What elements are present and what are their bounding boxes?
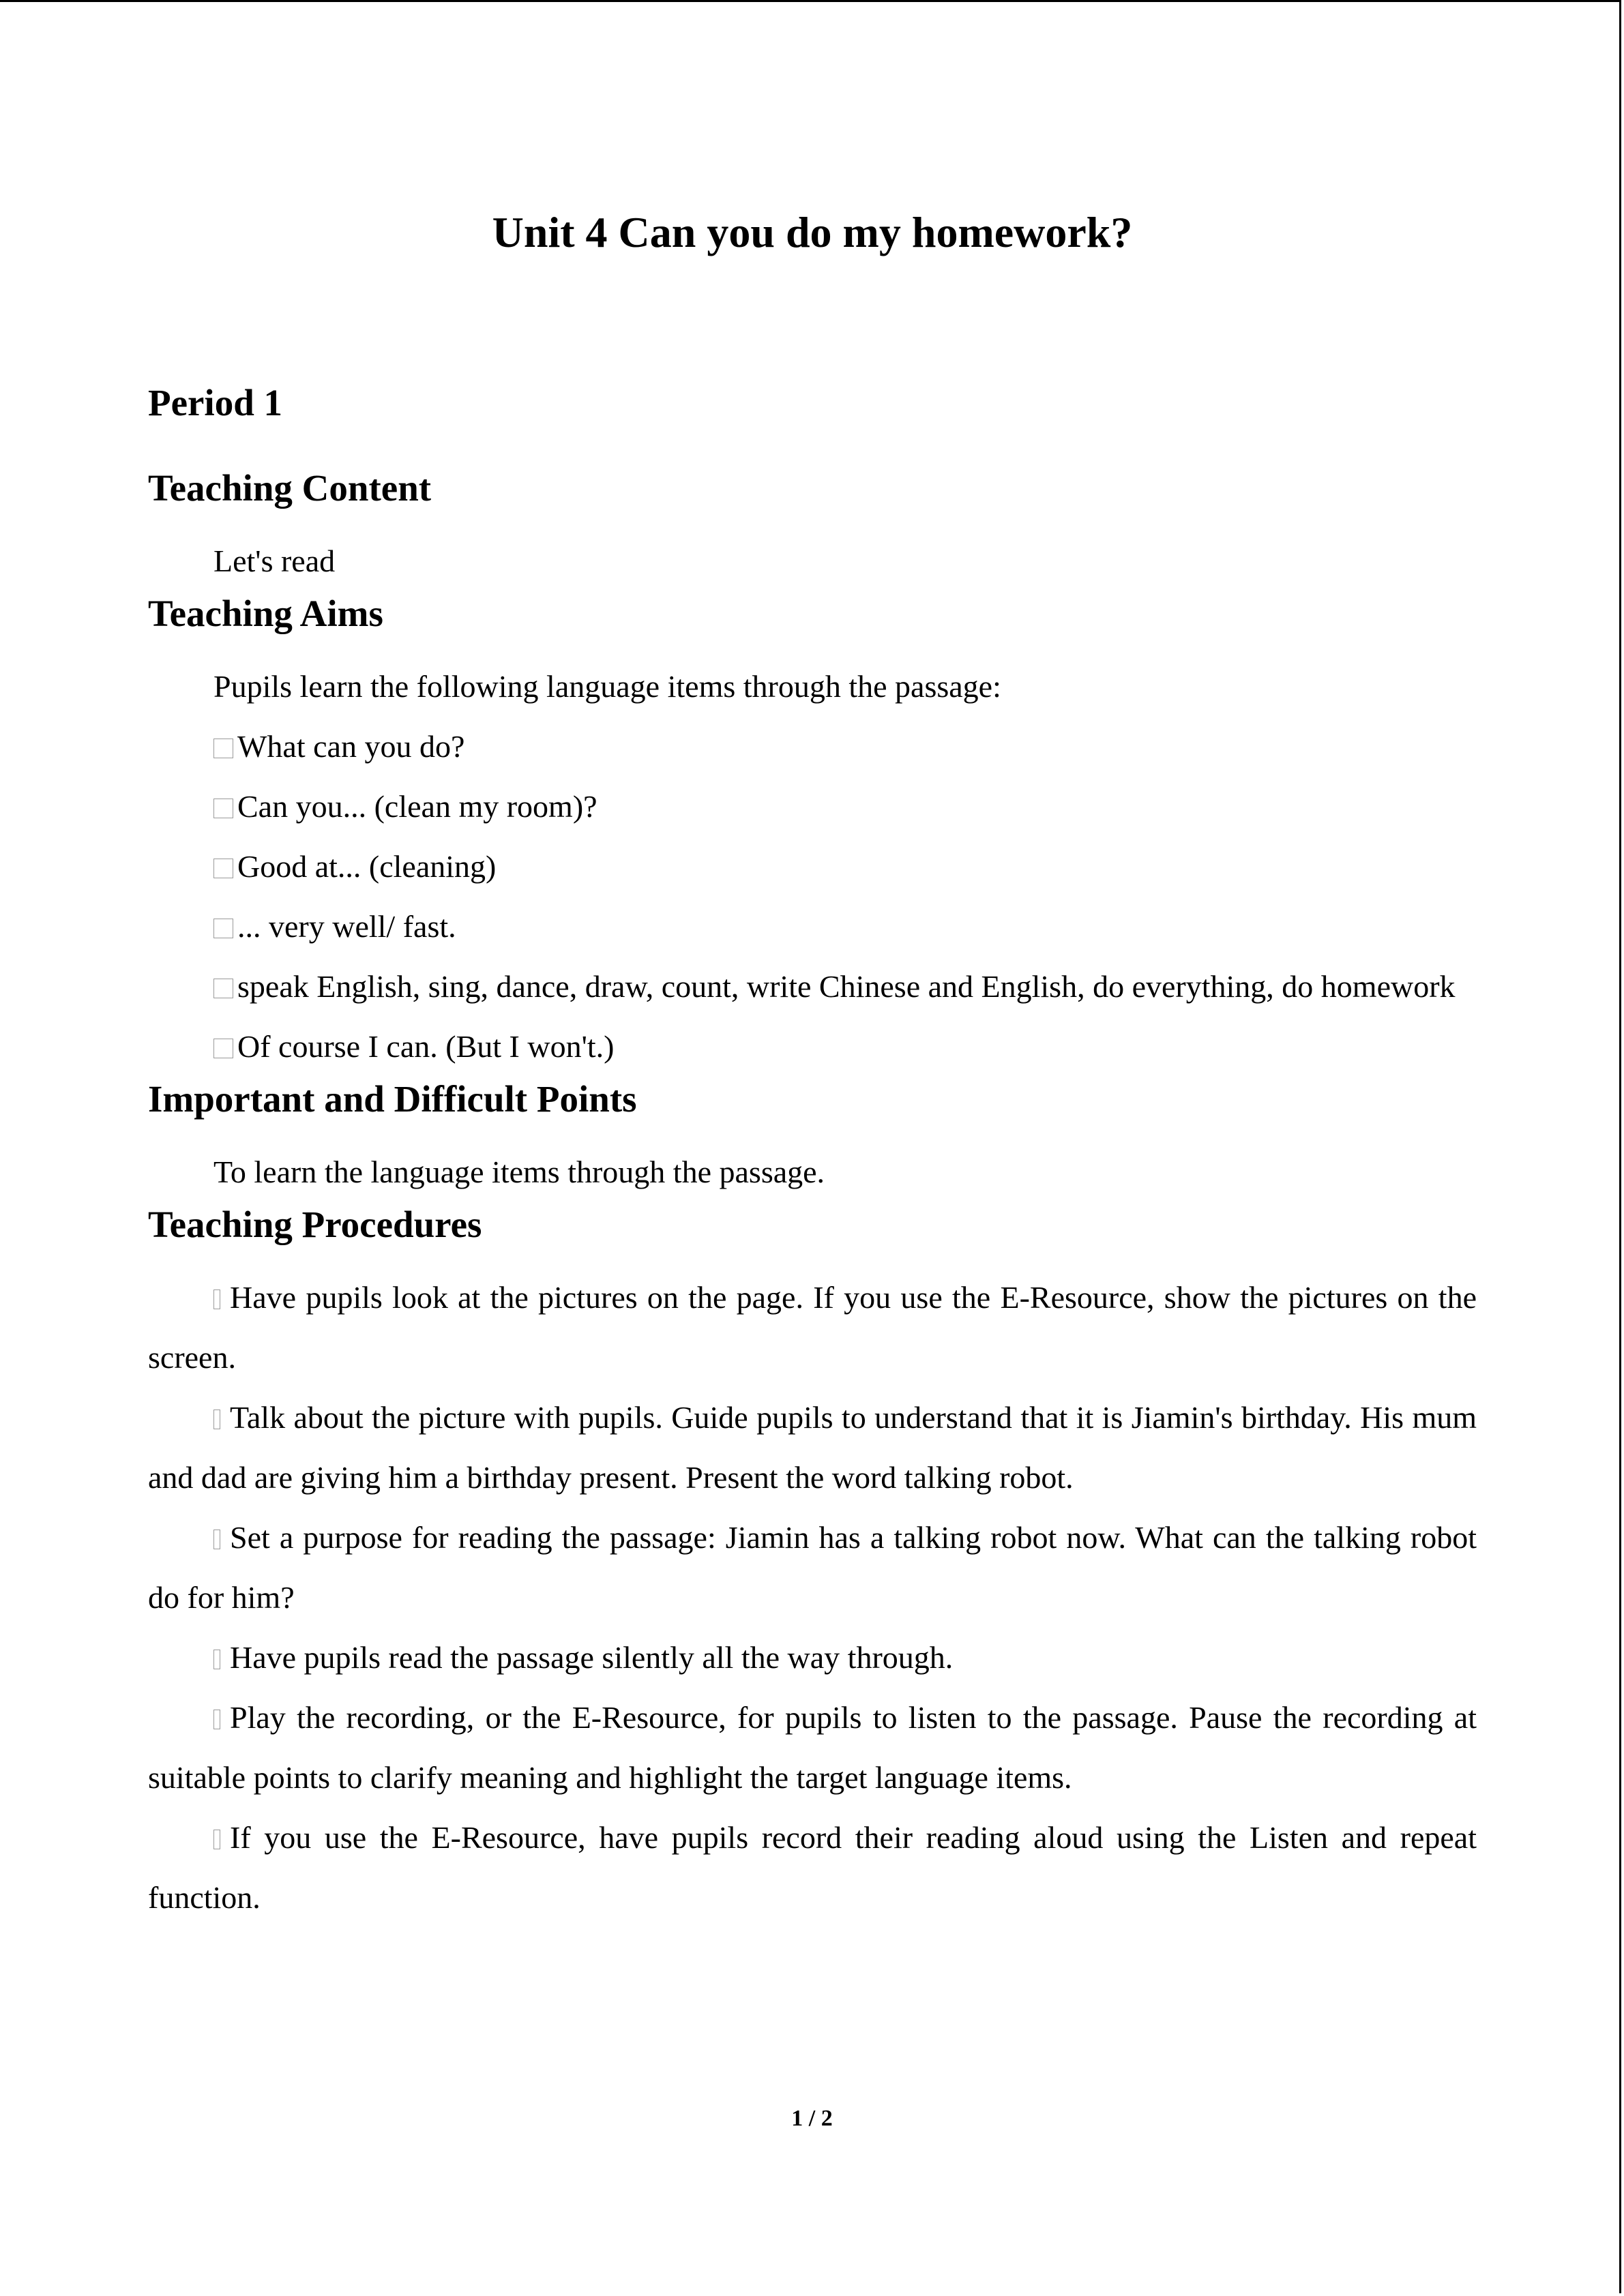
aim-item-text: Good at... (cleaning) (237, 848, 497, 884)
bullet-glyph-icon (213, 1410, 220, 1429)
teaching-content-text: Let's read (213, 543, 336, 578)
procedure-step (148, 1688, 1477, 1808)
aim-item-text: Can you... (clean my room)? (237, 788, 597, 824)
procedure-step-text: Play the recording, or the E-Resource, for pupils to listen to the passage. Pause the recording at suitable points to clarify meaning and highlight the target language items. (148, 1699, 1477, 1795)
page-number: 1 / 2 (791, 2106, 833, 2131)
checkbox-glyph-icon (213, 1039, 233, 1058)
procedure-step-text: Set a purpose for reading the passage: Jiamin has a talking robot now. What can the talking robot do for him? (148, 1519, 1477, 1615)
aim-item-text: Of course I can. (But I won't.) (237, 1028, 615, 1064)
procedure-step-text: Talk about the picture with pupils. Guide pupils to understand that it is Jiamin's birthday. His mum and dad are giving him a birthday present. Present the word talking robot. (148, 1399, 1477, 1495)
procedure-step (148, 1508, 1477, 1628)
checkbox-glyph-icon (213, 799, 233, 818)
document-body (148, 207, 1477, 1928)
checkbox-glyph-icon (213, 739, 233, 758)
document-title: Unit 4 Can you do my homework? (492, 208, 1133, 256)
aim-item (148, 897, 1477, 957)
aim-item (148, 837, 1477, 897)
aim-item (148, 957, 1477, 1017)
aim-item (148, 717, 1477, 777)
procedure-step (148, 1388, 1477, 1508)
procedure-step-text: Have pupils look at the pictures on the page. If you use the E-Resource, show the pictures on the screen. (148, 1279, 1477, 1375)
checkbox-glyph-icon (213, 919, 233, 938)
important-points-heading: Important and Difficult Points (148, 1077, 637, 1120)
procedure-step (148, 1628, 1477, 1688)
important-points-text: To learn the language items through the passage. (213, 1154, 825, 1189)
procedure-step-text: If you use the E-Resource, have pupils record their reading aloud using the Listen and repeat function. (148, 1819, 1477, 1915)
aim-item (148, 777, 1477, 837)
period-heading: Period 1 (148, 381, 283, 423)
teaching-procedures-heading: Teaching Procedures (148, 1203, 482, 1245)
teaching-aims-intro: Pupils learn the following language items through the passage: (213, 668, 1001, 704)
aim-item-text: What can you do? (237, 728, 465, 764)
procedure-step (148, 1268, 1477, 1388)
bullet-glyph-icon (213, 1830, 220, 1849)
checkbox-glyph-icon (213, 979, 233, 998)
aim-item-text: ... very well/ fast. (237, 908, 456, 944)
bullet-glyph-icon (213, 1710, 220, 1729)
procedure-step (148, 1808, 1477, 1928)
bullet-glyph-icon (213, 1650, 220, 1669)
teaching-aims-heading: Teaching Aims (148, 592, 383, 634)
bullet-glyph-icon (213, 1530, 220, 1549)
procedure-step-text: Have pupils read the passage silently all the way through. (230, 1639, 954, 1675)
teaching-content-heading: Teaching Content (148, 466, 432, 509)
bullet-glyph-icon (213, 1289, 220, 1309)
aim-item-text: speak English, sing, dance, draw, count, write Chinese and English, do everything, do homework (237, 968, 1456, 1004)
aim-item (148, 1017, 1477, 1077)
checkbox-glyph-icon (213, 859, 233, 878)
